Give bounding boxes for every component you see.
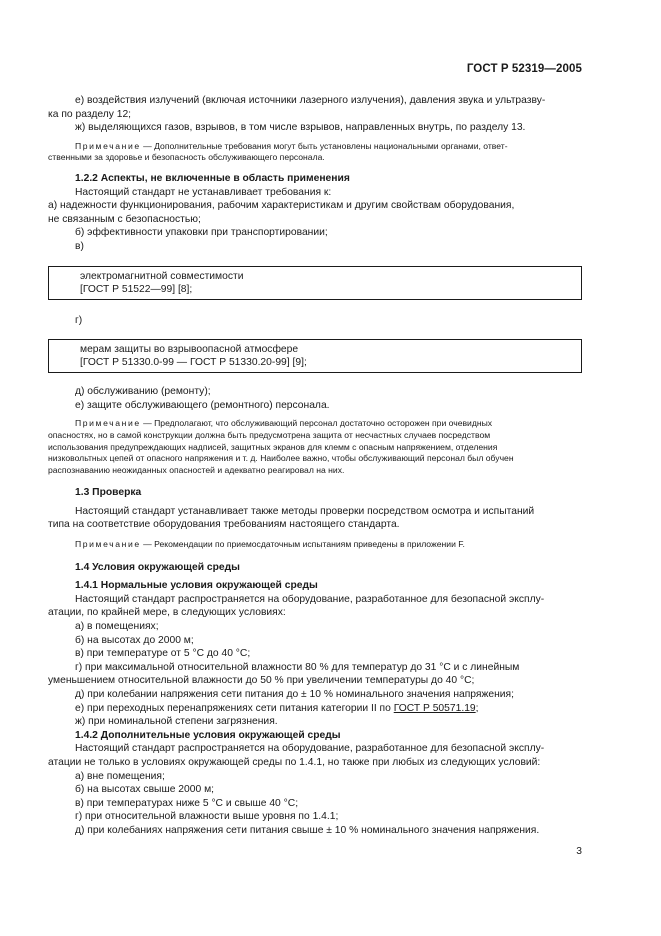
list-item-g: г) при относительной влажности выше уровня по 1.4.1; [75, 811, 339, 823]
list-item-d: д) при колебаниях напряжения сети питания свыше ± 10 % номинального значения напряжения. [75, 824, 540, 836]
note-label: Примечание [75, 140, 141, 151]
note [75, 418, 582, 430]
box-text: мерам защиты во взрывоопасной атмосфере [80, 344, 299, 356]
list-item-text: е) при переходных перенапряжениях сети питания категории II по [75, 702, 394, 714]
list-item-e: е) защите обслуживающего (ремонтного) персонала. [75, 399, 330, 411]
bordered-box-emc [48, 266, 582, 300]
list-item-d: д) при колебании напряжения сети питания до ± 10 % номинального значения напряжения; [75, 689, 514, 700]
list-item-a: а) вне помещения; [75, 770, 165, 782]
note-cont: распознаванию неожиданных опасностей и адекватно реагировал на них. [48, 464, 345, 475]
list-item-b: б) на высотах до 2000 м; [75, 634, 194, 646]
note [75, 141, 582, 153]
section-heading-1-4: 1.4 Условия окружающей среды [75, 561, 240, 573]
paragraph: Настоящий стандарт устанавливает также методы проверки посредством осмотра и испытаний [75, 505, 535, 517]
box-text: электромагнитной совместимости [80, 270, 244, 282]
list-item-b: б) эффективности упаковки при транспортировании; [75, 227, 328, 239]
section-heading-1-4-1: 1.4.1 Нормальные условия окружающей среды [75, 580, 318, 592]
list-item-e [75, 702, 582, 716]
box-text: [ГОСТ Р 51330.0-99 — ГОСТ Р 51330.20-99] [9]; [80, 357, 307, 369]
list-item-a-cont: не связанным с безопасностью; [48, 213, 201, 225]
list-item-v: в) при температуре от 5 °С до 40 °С; [75, 648, 251, 660]
section-heading-1-2-2: 1.2.2 Аспекты, не включенные в область применения [75, 172, 350, 184]
page-number: 3 [576, 846, 582, 857]
bordered-box-explosion [48, 339, 582, 373]
list-item-a: а) в помещениях; [75, 621, 159, 633]
note-cont: низковольтных цепей от опасного напряжения и т. д. Наиболее важно, чтобы обслуживающий персонал был обучен [48, 453, 514, 464]
list-item-a: а) надежности функционирования, рабочим характеристикам и другим свойствам оборудования, [48, 200, 515, 212]
paragraph-cont: атации не только в условиях окружающей среды по 1.4.1, но также при любых из следующих условий: [48, 756, 541, 768]
section-heading-1-3: 1.3 Проверка [75, 487, 142, 499]
note-label: Примечание [75, 418, 141, 429]
list-item-e-cont: ка по разделу 12; [48, 108, 132, 120]
list-item-text: ; [475, 702, 479, 714]
box-text: [ГОСТ Р 51522—99] [8]; [80, 283, 193, 295]
list-item-g-cont: уменьшением относительной влажности до 50 % при увеличении температуры до 40 °С; [48, 675, 475, 687]
section-heading-1-4-2: 1.4.2 Дополнительные условия окружающей среды [75, 729, 341, 741]
list-item-g: г) при максимальной относительной влажности 80 % для температур до 31 °С и с линейным [75, 661, 520, 673]
note-text: — Предполагают, что обслуживающий персонал достаточно осторожен при очевидных [140, 418, 493, 429]
note [75, 539, 582, 551]
paragraph: Настоящий стандарт распространяется на оборудование, разработанное для безопасной эксплу- [75, 743, 545, 755]
list-item-v: в) [75, 240, 84, 252]
list-item-b: б) на высотах свыше 2000 м; [75, 784, 215, 796]
list-item-v: в) при температурах ниже 5 °С и свыше 40 °С; [75, 797, 299, 809]
note-cont: опасностях, но в самой конструкции должна быть предусмотрена защита от несчастных случаев посредством [48, 429, 491, 440]
standard-reference-link[interactable]: ГОСТ Р 50571.19 [393, 702, 476, 714]
note-cont: ственными за здоровье и безопасность обслуживающего персонала. [48, 152, 325, 163]
paragraph-cont: атации, по крайней мере, в следующих условиях: [48, 607, 286, 619]
note-label: Примечание [75, 539, 141, 550]
paragraph: Настоящий стандарт не устанавливает требования к: [75, 186, 332, 198]
note-cont: использования предупреждающих надписей, защитных экранов для клемм с опасным напряжением, отделения [48, 441, 498, 452]
document-header: ГОСТ Р 52319—2005 [466, 63, 582, 75]
note-text: — Рекомендации по приемосдаточным испытаниям приведены в приложении F. [140, 539, 465, 550]
document-body [48, 94, 582, 838]
list-item-d: д) обслуживанию (ремонту); [75, 386, 211, 398]
paragraph: Настоящий стандарт распространяется на оборудование, разработанное для безопасной эксплу- [75, 593, 545, 605]
note-text: — Дополнительные требования могут быть установлены национальными органами, ответ- [140, 140, 508, 151]
list-item-zh: ж) выделяющихся газов, взрывов, в том числе взрывов, направленных внутрь, по разделу 13. [75, 122, 526, 134]
paragraph-cont: типа на соответствие оборудования требованиям настоящего стандарта. [48, 519, 400, 531]
list-item-zh: ж) при номинальной степени загрязнения. [75, 716, 278, 728]
list-item-e: е) воздействия излучений (включая источники лазерного излучения), давления звука и ультразву- [75, 95, 546, 106]
list-item-g: г) [75, 314, 83, 326]
